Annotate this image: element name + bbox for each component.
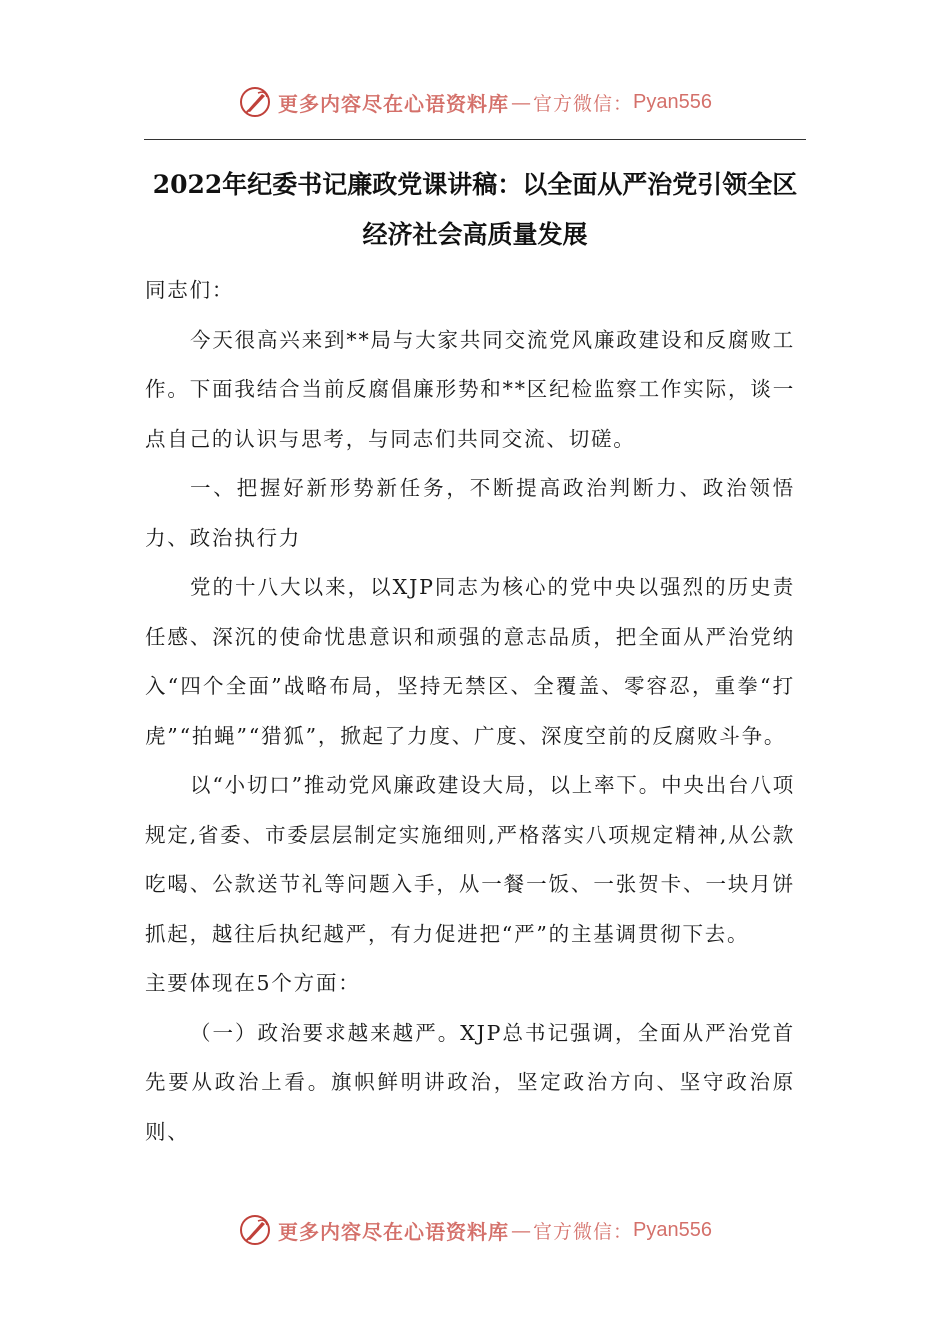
paragraph-five-aspects: 主要体现在5个方面： <box>145 971 361 995</box>
banner-text: 更多内容尽在心语资料库 <box>278 91 509 116</box>
banner-wechat-id: Pyan556 <box>633 90 712 113</box>
paragraph-intro: 今天很高兴来到**局与大家共同交流党风廉政建设和反腐败工作。下面我结合当前反腐倡廉形势和**区纪检监察工作实际，谈一点自己的认识与思考，与同志们共同交流、切磋。 <box>145 327 795 451</box>
paragraph-background: 党的十八大以来，以XJP同志为核心的党中央以强烈的历史责任感、深沉的使命忧患意识和顽强的意志品质，把全面从严治党纳入“四个全面”战略布局，坚持无禁区、全覆盖、零容忍，重拳“打虎”“拍蝇”“猎狐”，掀起了力度、广度、深度空前的反腐败斗争。 <box>145 575 795 748</box>
quill-pen-icon <box>238 85 272 119</box>
banner-wechat-label: 官方微信： <box>533 92 634 115</box>
banner-wechat-label: 官方微信： <box>533 1220 634 1243</box>
section-heading-1: 一、把握好新形势新任务，不断提高政治判断力、政治领悟力、政治执行力 <box>145 476 795 550</box>
header-divider <box>144 139 806 140</box>
quill-pen-icon <box>238 1213 272 1247</box>
document-body <box>145 266 795 1157</box>
paragraph-small-cut: 以“小切口”推动党风廉政建设大局，以上率下。中央出台八项规定,省委、市委层层制定实施细则,严格落实八项规定精神,从公款吃喝、公款送节礼等问题入手，从一餐一饭、一张贺卡、一块月饼抓起，越往后执纪越严，有力促进把“严”的主基调贯彻下去。 <box>145 773 795 946</box>
title-line-2: 经济社会高质量发展 <box>362 220 588 249</box>
salutation: 同志们： <box>145 278 235 302</box>
banner-dash: — <box>511 1218 531 1242</box>
document-title <box>120 160 830 260</box>
title-line-1: 2022年纪委书记廉政党课讲稿：以全面从严治党引领全区 <box>152 170 798 199</box>
header-banner <box>0 80 950 124</box>
banner-wechat-id: Pyan556 <box>633 1218 712 1241</box>
paragraph-political-requirements: （一）政治要求越来越严。XJP总书记强调，全面从严治党首先要从政治上看。旗帜鲜明讲政治，坚定政治方向、坚守政治原则、 <box>145 1020 795 1144</box>
banner-text: 更多内容尽在心语资料库 <box>278 1219 509 1244</box>
banner-dash: — <box>511 90 531 114</box>
footer-banner <box>0 1208 950 1252</box>
